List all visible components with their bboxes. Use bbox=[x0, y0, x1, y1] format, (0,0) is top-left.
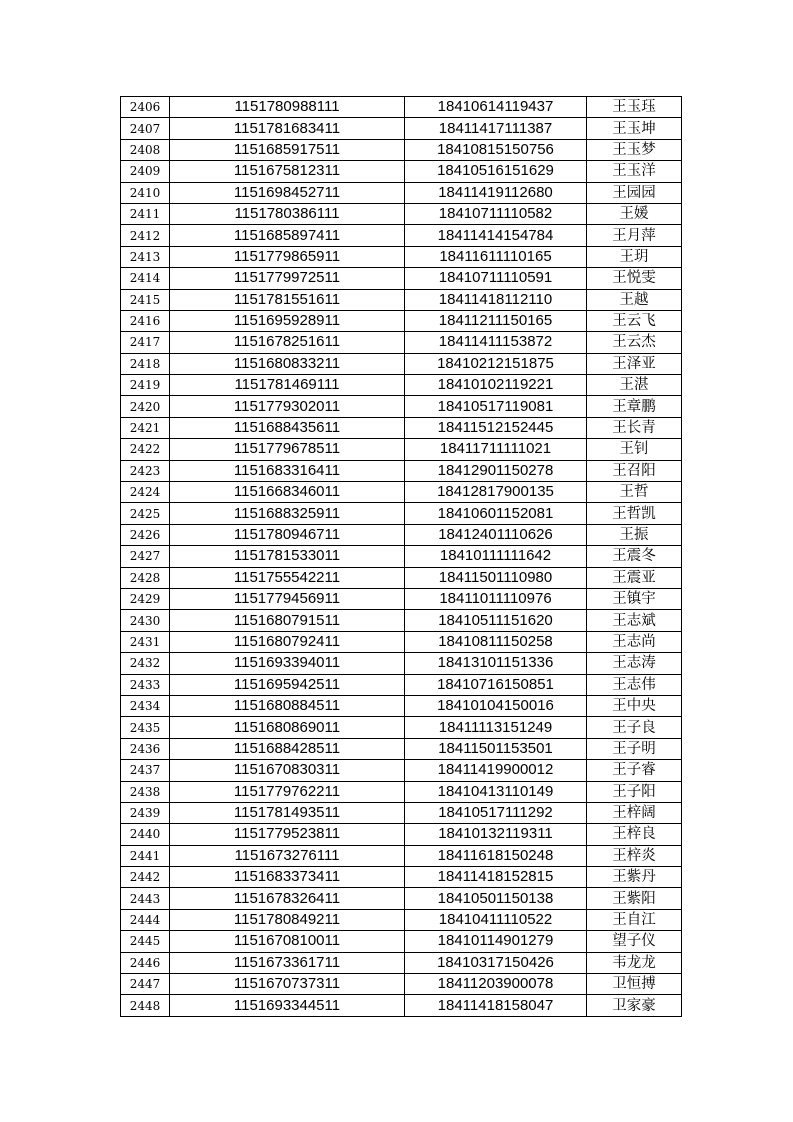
name-cell: 王哲 bbox=[587, 482, 682, 503]
name-cell: 王长青 bbox=[587, 417, 682, 438]
name-cell: 王志斌 bbox=[587, 610, 682, 631]
id-number-cell: 1151683316411 bbox=[170, 460, 405, 481]
row-number-cell: 2435 bbox=[121, 717, 170, 738]
row-number-cell: 2438 bbox=[121, 781, 170, 802]
id-number-cell: 1151693344511 bbox=[170, 995, 405, 1016]
id-number-cell: 1151685917511 bbox=[170, 139, 405, 160]
row-number-cell: 2424 bbox=[121, 482, 170, 503]
table-row bbox=[121, 824, 682, 845]
exam-number-cell: 18411203900078 bbox=[405, 974, 587, 995]
row-number-cell: 2437 bbox=[121, 760, 170, 781]
name-cell: 王媛 bbox=[587, 203, 682, 224]
row-number-cell: 2445 bbox=[121, 931, 170, 952]
id-number-cell: 1151695928911 bbox=[170, 310, 405, 331]
name-cell: 王云飞 bbox=[587, 310, 682, 331]
table-row bbox=[121, 97, 682, 118]
id-number-cell: 1151779865911 bbox=[170, 246, 405, 267]
table-row bbox=[121, 139, 682, 160]
name-cell: 卫家豪 bbox=[587, 995, 682, 1016]
id-number-cell: 1151680792411 bbox=[170, 631, 405, 652]
table-row bbox=[121, 888, 682, 909]
name-cell: 王园园 bbox=[587, 182, 682, 203]
exam-number-cell: 18411419112680 bbox=[405, 182, 587, 203]
exam-number-cell: 18410517111292 bbox=[405, 802, 587, 823]
name-cell: 王钊 bbox=[587, 439, 682, 460]
exam-number-cell: 18411711111021 bbox=[405, 439, 587, 460]
row-number-cell: 2422 bbox=[121, 439, 170, 460]
row-number-cell: 2417 bbox=[121, 332, 170, 353]
table-row bbox=[121, 867, 682, 888]
row-number-cell: 2410 bbox=[121, 182, 170, 203]
row-number-cell: 2431 bbox=[121, 631, 170, 652]
table-row bbox=[121, 482, 682, 503]
id-number-cell: 1151680869011 bbox=[170, 717, 405, 738]
name-cell: 王云杰 bbox=[587, 332, 682, 353]
name-cell: 王震冬 bbox=[587, 546, 682, 567]
table-row bbox=[121, 268, 682, 289]
roster-table-body bbox=[121, 97, 682, 1017]
id-number-cell: 1151680884511 bbox=[170, 695, 405, 716]
row-number-cell: 2427 bbox=[121, 546, 170, 567]
exam-number-cell: 18411418112110 bbox=[405, 289, 587, 310]
name-cell: 王震亚 bbox=[587, 567, 682, 588]
id-number-cell: 1151673276111 bbox=[170, 845, 405, 866]
name-cell: 王志涛 bbox=[587, 653, 682, 674]
table-row bbox=[121, 781, 682, 802]
name-cell: 韦龙龙 bbox=[587, 952, 682, 973]
name-cell: 王志尚 bbox=[587, 631, 682, 652]
id-number-cell: 1151780386111 bbox=[170, 203, 405, 224]
row-number-cell: 2446 bbox=[121, 952, 170, 973]
table-row bbox=[121, 802, 682, 823]
table-row bbox=[121, 118, 682, 139]
table-row bbox=[121, 310, 682, 331]
exam-number-cell: 18410411110522 bbox=[405, 909, 587, 930]
table-row bbox=[121, 375, 682, 396]
id-number-cell: 1151779302011 bbox=[170, 396, 405, 417]
table-row bbox=[121, 995, 682, 1016]
id-number-cell: 1151779456911 bbox=[170, 588, 405, 609]
name-cell: 王章鹏 bbox=[587, 396, 682, 417]
row-number-cell: 2426 bbox=[121, 524, 170, 545]
table-row bbox=[121, 931, 682, 952]
row-number-cell: 2448 bbox=[121, 995, 170, 1016]
exam-number-cell: 18411501110980 bbox=[405, 567, 587, 588]
row-number-cell: 2409 bbox=[121, 161, 170, 182]
name-cell: 王湛 bbox=[587, 375, 682, 396]
name-cell: 王玉珏 bbox=[587, 97, 682, 118]
id-number-cell: 1151678326411 bbox=[170, 888, 405, 909]
roster-table bbox=[120, 96, 682, 1017]
exam-number-cell: 18411611110165 bbox=[405, 246, 587, 267]
exam-number-cell: 18411618150248 bbox=[405, 845, 587, 866]
name-cell: 王泽亚 bbox=[587, 353, 682, 374]
name-cell: 王子睿 bbox=[587, 760, 682, 781]
name-cell: 王悦雯 bbox=[587, 268, 682, 289]
id-number-cell: 1151779762211 bbox=[170, 781, 405, 802]
id-number-cell: 1151779972511 bbox=[170, 268, 405, 289]
row-number-cell: 2432 bbox=[121, 653, 170, 674]
name-cell: 王子阳 bbox=[587, 781, 682, 802]
exam-number-cell: 18411419900012 bbox=[405, 760, 587, 781]
exam-number-cell: 18411418152815 bbox=[405, 867, 587, 888]
id-number-cell: 1151780988111 bbox=[170, 97, 405, 118]
id-number-cell: 1151779678511 bbox=[170, 439, 405, 460]
row-number-cell: 2433 bbox=[121, 674, 170, 695]
row-number-cell: 2447 bbox=[121, 974, 170, 995]
table-row bbox=[121, 631, 682, 652]
id-number-cell: 1151668346011 bbox=[170, 482, 405, 503]
table-row bbox=[121, 546, 682, 567]
name-cell: 王中央 bbox=[587, 695, 682, 716]
table-row bbox=[121, 760, 682, 781]
row-number-cell: 2411 bbox=[121, 203, 170, 224]
exam-number-cell: 18410114901279 bbox=[405, 931, 587, 952]
id-number-cell: 1151781493511 bbox=[170, 802, 405, 823]
name-cell: 王紫丹 bbox=[587, 867, 682, 888]
id-number-cell: 1151688428511 bbox=[170, 738, 405, 759]
id-number-cell: 1151695942511 bbox=[170, 674, 405, 695]
exam-number-cell: 18410711110582 bbox=[405, 203, 587, 224]
id-number-cell: 1151688435611 bbox=[170, 417, 405, 438]
id-number-cell: 1151688325911 bbox=[170, 503, 405, 524]
table-row bbox=[121, 332, 682, 353]
name-cell: 王召阳 bbox=[587, 460, 682, 481]
name-cell: 王子明 bbox=[587, 738, 682, 759]
table-row bbox=[121, 952, 682, 973]
row-number-cell: 2436 bbox=[121, 738, 170, 759]
id-number-cell: 1151698452711 bbox=[170, 182, 405, 203]
name-cell: 王梓阔 bbox=[587, 802, 682, 823]
row-number-cell: 2442 bbox=[121, 867, 170, 888]
exam-number-cell: 18410716150851 bbox=[405, 674, 587, 695]
exam-number-cell: 18410501150138 bbox=[405, 888, 587, 909]
name-cell: 王振 bbox=[587, 524, 682, 545]
row-number-cell: 2425 bbox=[121, 503, 170, 524]
row-number-cell: 2440 bbox=[121, 824, 170, 845]
id-number-cell: 1151779523811 bbox=[170, 824, 405, 845]
row-number-cell: 2443 bbox=[121, 888, 170, 909]
exam-number-cell: 18410132119311 bbox=[405, 824, 587, 845]
table-row bbox=[121, 674, 682, 695]
table-row bbox=[121, 203, 682, 224]
row-number-cell: 2407 bbox=[121, 118, 170, 139]
name-cell: 王志伟 bbox=[587, 674, 682, 695]
id-number-cell: 1151755542211 bbox=[170, 567, 405, 588]
table-row bbox=[121, 503, 682, 524]
exam-number-cell: 18411501153501 bbox=[405, 738, 587, 759]
name-cell: 王子良 bbox=[587, 717, 682, 738]
id-number-cell: 1151781533011 bbox=[170, 546, 405, 567]
name-cell: 王玉洋 bbox=[587, 161, 682, 182]
row-number-cell: 2416 bbox=[121, 310, 170, 331]
exam-number-cell: 18413101151336 bbox=[405, 653, 587, 674]
table-row bbox=[121, 353, 682, 374]
row-number-cell: 2420 bbox=[121, 396, 170, 417]
id-number-cell: 1151781683411 bbox=[170, 118, 405, 139]
table-row bbox=[121, 460, 682, 481]
exam-number-cell: 18410811150258 bbox=[405, 631, 587, 652]
id-number-cell: 1151680833211 bbox=[170, 353, 405, 374]
table-row bbox=[121, 396, 682, 417]
row-number-cell: 2430 bbox=[121, 610, 170, 631]
exam-number-cell: 18410815150756 bbox=[405, 139, 587, 160]
exam-number-cell: 18410517119081 bbox=[405, 396, 587, 417]
exam-number-cell: 18412901150278 bbox=[405, 460, 587, 481]
row-number-cell: 2423 bbox=[121, 460, 170, 481]
id-number-cell: 1151685897411 bbox=[170, 225, 405, 246]
table-row bbox=[121, 909, 682, 930]
name-cell: 王梓良 bbox=[587, 824, 682, 845]
id-number-cell: 1151781551611 bbox=[170, 289, 405, 310]
name-cell: 王镇宇 bbox=[587, 588, 682, 609]
exam-number-cell: 18411418158047 bbox=[405, 995, 587, 1016]
id-number-cell: 1151780849211 bbox=[170, 909, 405, 930]
exam-number-cell: 18410711110591 bbox=[405, 268, 587, 289]
row-number-cell: 2419 bbox=[121, 375, 170, 396]
table-row bbox=[121, 439, 682, 460]
exam-number-cell: 18411414154784 bbox=[405, 225, 587, 246]
exam-number-cell: 18410601152081 bbox=[405, 503, 587, 524]
row-number-cell: 2441 bbox=[121, 845, 170, 866]
table-row bbox=[121, 588, 682, 609]
table-row bbox=[121, 246, 682, 267]
exam-number-cell: 18412401110626 bbox=[405, 524, 587, 545]
row-number-cell: 2439 bbox=[121, 802, 170, 823]
row-number-cell: 2408 bbox=[121, 139, 170, 160]
row-number-cell: 2414 bbox=[121, 268, 170, 289]
table-row bbox=[121, 567, 682, 588]
table-row bbox=[121, 161, 682, 182]
row-number-cell: 2428 bbox=[121, 567, 170, 588]
name-cell: 王哲凯 bbox=[587, 503, 682, 524]
id-number-cell: 1151678251611 bbox=[170, 332, 405, 353]
name-cell: 王玉梦 bbox=[587, 139, 682, 160]
id-number-cell: 1151675812311 bbox=[170, 161, 405, 182]
table-row bbox=[121, 524, 682, 545]
table-row bbox=[121, 417, 682, 438]
table-row bbox=[121, 225, 682, 246]
table-row bbox=[121, 974, 682, 995]
id-number-cell: 1151670830311 bbox=[170, 760, 405, 781]
name-cell: 王月萍 bbox=[587, 225, 682, 246]
exam-number-cell: 18410413110149 bbox=[405, 781, 587, 802]
table-row bbox=[121, 182, 682, 203]
exam-number-cell: 18411211150165 bbox=[405, 310, 587, 331]
exam-number-cell: 18410317150426 bbox=[405, 952, 587, 973]
id-number-cell: 1151780946711 bbox=[170, 524, 405, 545]
exam-number-cell: 18410111111642 bbox=[405, 546, 587, 567]
row-number-cell: 2415 bbox=[121, 289, 170, 310]
name-cell: 王自江 bbox=[587, 909, 682, 930]
id-number-cell: 1151680791511 bbox=[170, 610, 405, 631]
id-number-cell: 1151693394011 bbox=[170, 653, 405, 674]
table-row bbox=[121, 610, 682, 631]
row-number-cell: 2412 bbox=[121, 225, 170, 246]
row-number-cell: 2418 bbox=[121, 353, 170, 374]
row-number-cell: 2413 bbox=[121, 246, 170, 267]
name-cell: 王玉坤 bbox=[587, 118, 682, 139]
exam-number-cell: 18411417111387 bbox=[405, 118, 587, 139]
name-cell: 王越 bbox=[587, 289, 682, 310]
id-number-cell: 1151670737311 bbox=[170, 974, 405, 995]
name-cell: 王玥 bbox=[587, 246, 682, 267]
row-number-cell: 2444 bbox=[121, 909, 170, 930]
exam-number-cell: 18410511151620 bbox=[405, 610, 587, 631]
row-number-cell: 2406 bbox=[121, 97, 170, 118]
exam-number-cell: 18410212151875 bbox=[405, 353, 587, 374]
table-row bbox=[121, 695, 682, 716]
exam-number-cell: 18411512152445 bbox=[405, 417, 587, 438]
row-number-cell: 2429 bbox=[121, 588, 170, 609]
name-cell: 王梓炎 bbox=[587, 845, 682, 866]
exam-number-cell: 18412817900135 bbox=[405, 482, 587, 503]
exam-number-cell: 18410516151629 bbox=[405, 161, 587, 182]
id-number-cell: 1151673361711 bbox=[170, 952, 405, 973]
exam-number-cell: 18411113151249 bbox=[405, 717, 587, 738]
exam-number-cell: 18410102119221 bbox=[405, 375, 587, 396]
exam-number-cell: 18410614119437 bbox=[405, 97, 587, 118]
name-cell: 望子仪 bbox=[587, 931, 682, 952]
table-row bbox=[121, 653, 682, 674]
id-number-cell: 1151670810011 bbox=[170, 931, 405, 952]
name-cell: 王紫阳 bbox=[587, 888, 682, 909]
id-number-cell: 1151781469111 bbox=[170, 375, 405, 396]
exam-number-cell: 18411011110976 bbox=[405, 588, 587, 609]
id-number-cell: 1151683373411 bbox=[170, 867, 405, 888]
exam-number-cell: 18410104150016 bbox=[405, 695, 587, 716]
table-row bbox=[121, 845, 682, 866]
table-row bbox=[121, 738, 682, 759]
exam-number-cell: 18411411153872 bbox=[405, 332, 587, 353]
table-row bbox=[121, 717, 682, 738]
row-number-cell: 2421 bbox=[121, 417, 170, 438]
table-row bbox=[121, 289, 682, 310]
name-cell: 卫恒搏 bbox=[587, 974, 682, 995]
row-number-cell: 2434 bbox=[121, 695, 170, 716]
